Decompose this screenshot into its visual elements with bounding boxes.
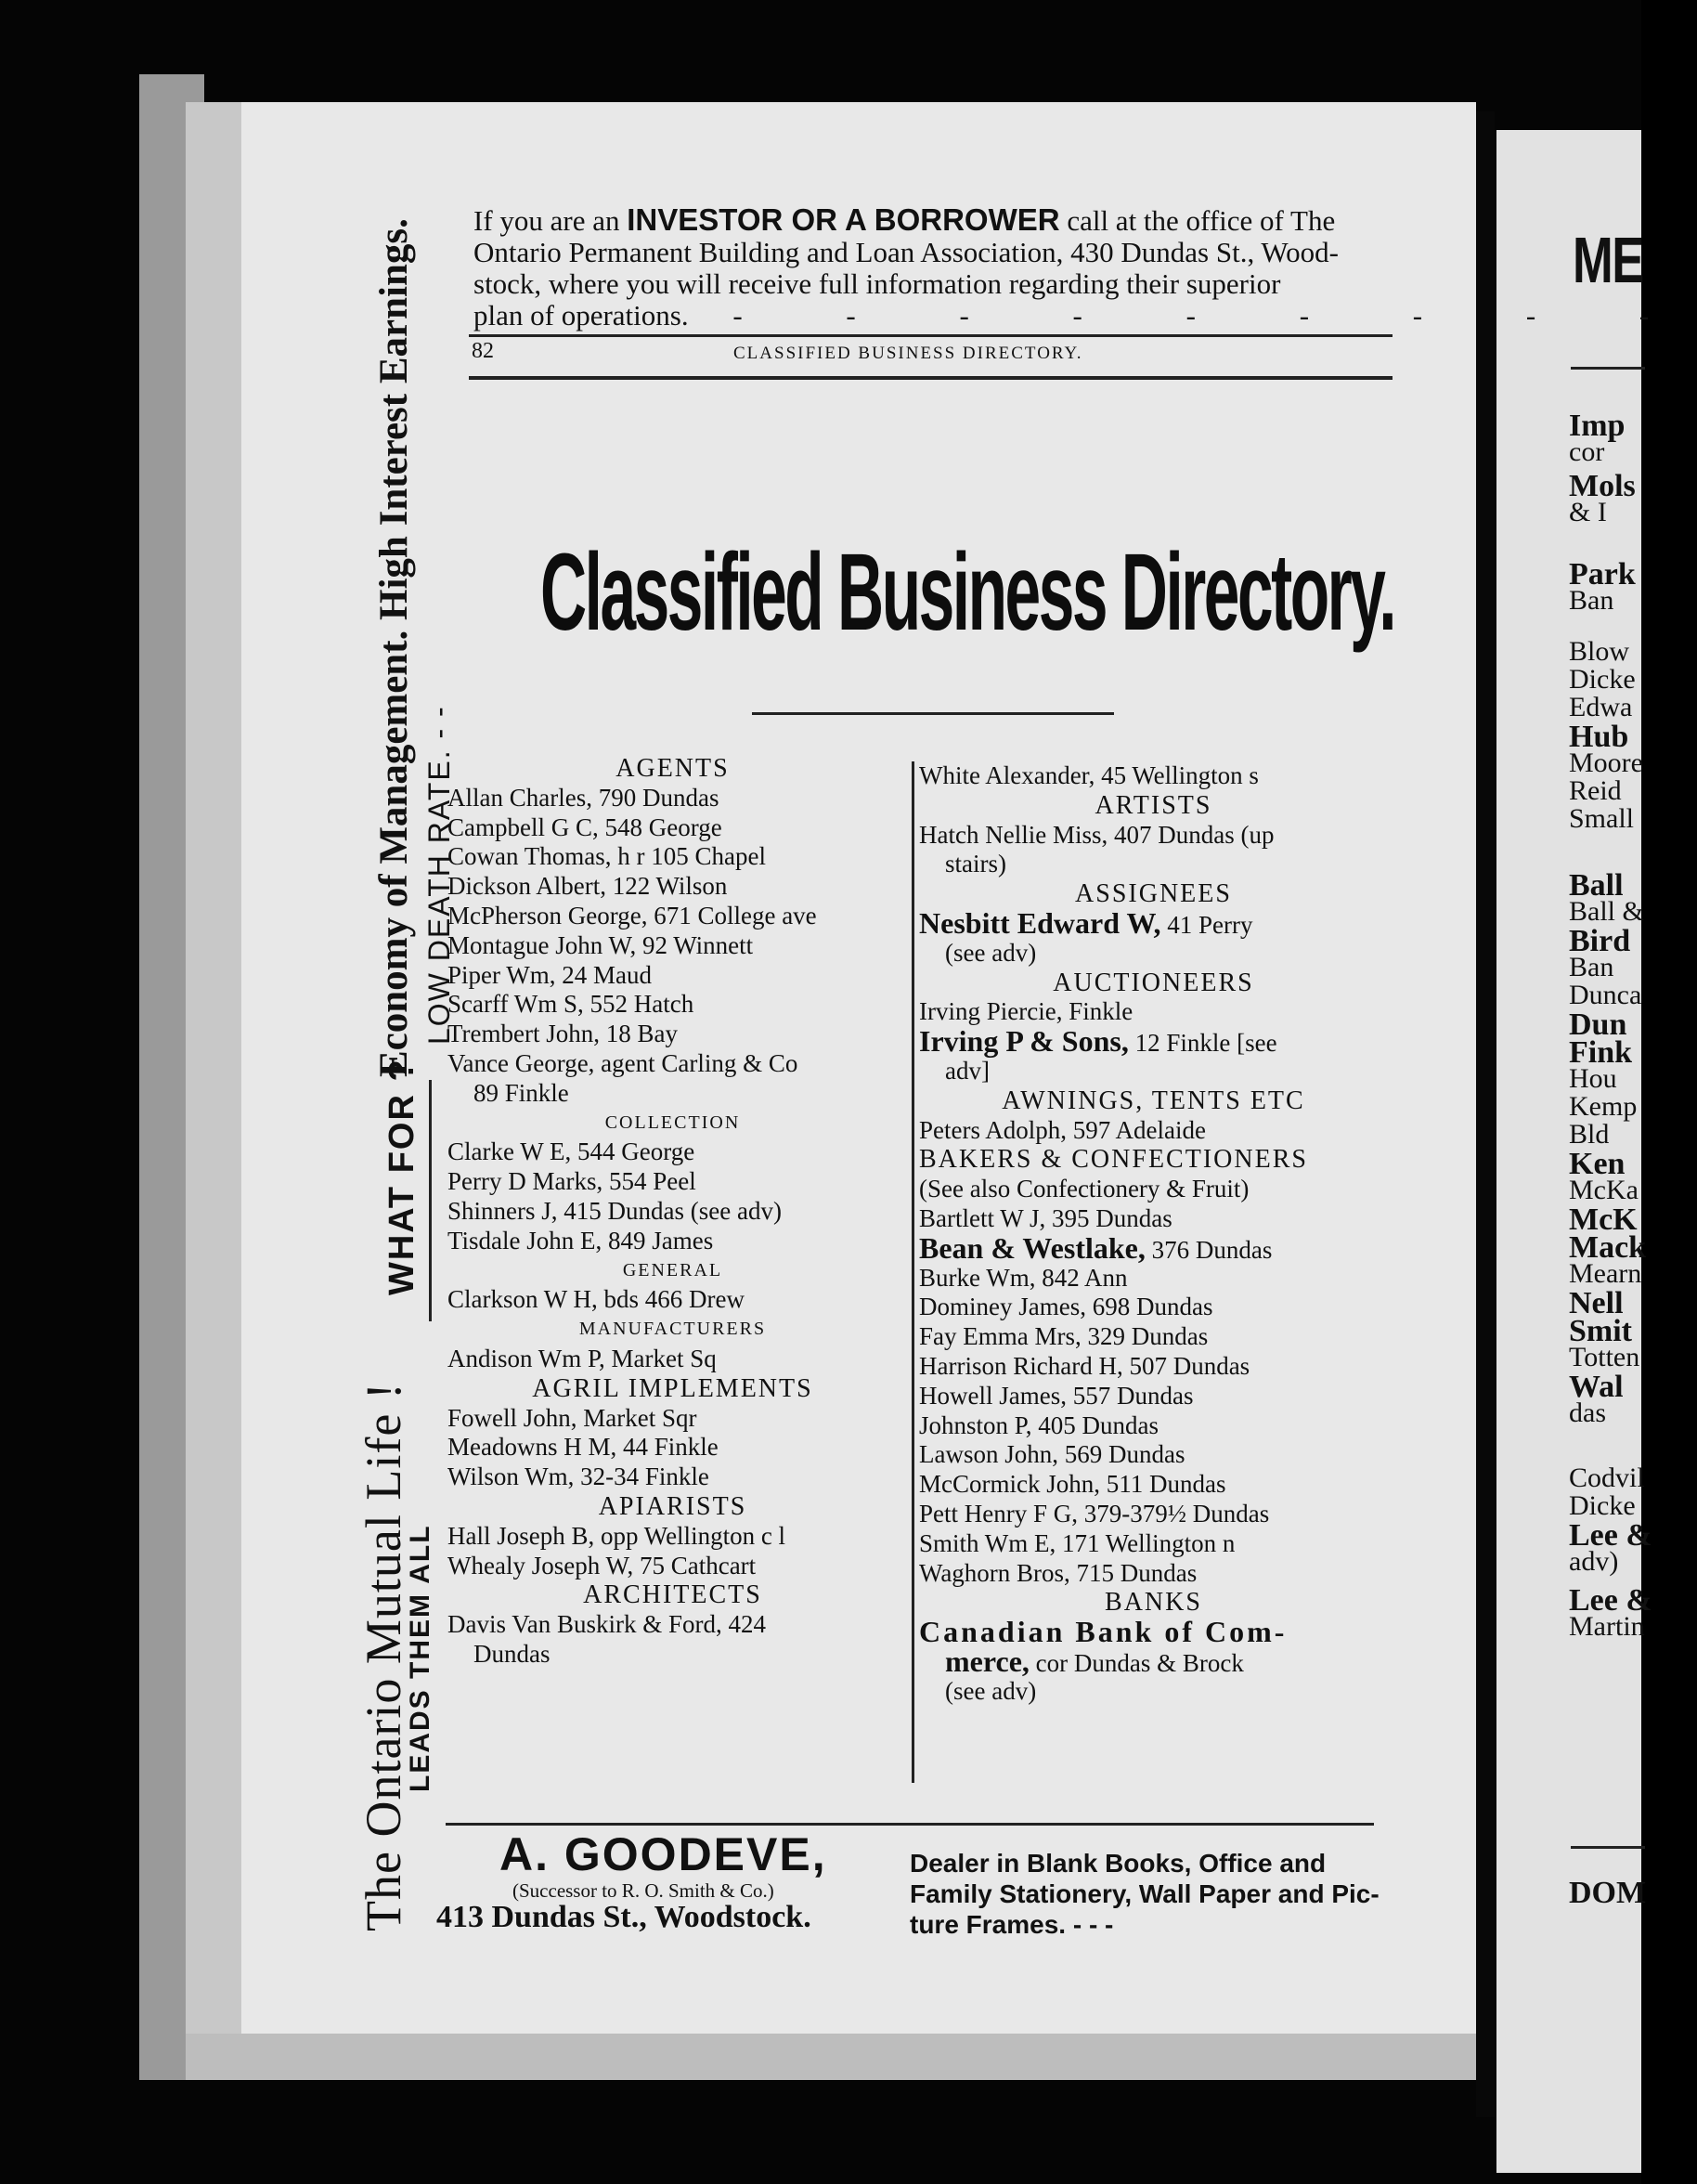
section-heading-manufacturers: MANUFACTURERS [578, 1319, 767, 1340]
agents-list [447, 784, 898, 1109]
top-ad-line4 [473, 299, 1697, 332]
facing-page-text: Dun [1569, 1008, 1627, 1042]
dealer-line1: Dealer in Blank Books, Office and [910, 1849, 1327, 1878]
facing-page-text: Codvil [1569, 1462, 1645, 1493]
listing-canadian-bank-note: (see adv) [945, 1676, 1037, 1705]
facing-page-text: Martin [1569, 1611, 1645, 1642]
facing-page-text: Dicke [1569, 1490, 1636, 1521]
facing-page-text: McK [1569, 1202, 1638, 1237]
apiarists-list [447, 1522, 898, 1581]
facing-page-text: Park [1569, 557, 1636, 592]
facing-page-text: Fink [1569, 1035, 1633, 1070]
listing-entry: Andison Wm P, Market Sq [447, 1344, 717, 1372]
facing-page-text: Lee & [1569, 1518, 1652, 1553]
side-ad-what-for: WHAT FOR ? [382, 1058, 421, 1295]
listing-nesbitt-note: (see adv) [945, 938, 1037, 967]
page-bottom-edge [186, 2034, 1476, 2080]
goodeve-name: A. GOODEVE, [499, 1828, 827, 1880]
section-heading-apiarists: APIARISTS [598, 1491, 747, 1521]
facing-page-text: Hou [1569, 1063, 1617, 1094]
collection-list [447, 1138, 898, 1255]
listing-nesbitt-address: 41 Perry [1167, 910, 1253, 939]
dealer-line3: ture Frames. - - - [910, 1910, 1114, 1939]
listing-entry: Harrison Richard H, 507 Dundas [919, 1351, 1250, 1380]
top-ad-line4-text: plan of operations. [473, 299, 689, 332]
listing-entry: Scarff Wm S, 552 Hatch [447, 990, 694, 1019]
page-stack-edge-inner [186, 102, 244, 2071]
facing-page-text: das [1569, 1398, 1606, 1428]
listing-canadian-bank-cont [919, 1644, 1388, 1678]
listing-entry: Meadowns H M, 44 Finkle [447, 1433, 719, 1462]
listing-entry: Tisdale John E, 849 James [447, 1226, 714, 1254]
header-rule-top [469, 334, 1393, 337]
listing-entry: Piper Wm, 24 Maud [447, 960, 652, 989]
section-heading-assignees: ASSIGNEES [1075, 879, 1232, 909]
listing-entry: Campbell G C, 548 George [447, 812, 722, 841]
column-divider [912, 761, 914, 1783]
page-number: 82 [472, 339, 494, 363]
facing-page-text: cor [1569, 436, 1605, 467]
facing-page-text: adv) [1569, 1546, 1619, 1577]
listing-entry: Vance George, agent Carling & Co [447, 1048, 798, 1077]
facing-page-text: Totten [1569, 1342, 1640, 1372]
listing-bartlett: Bartlett W J, 395 Dundas [919, 1203, 1172, 1232]
listing-entry: Perry D Marks, 554 Peel [447, 1167, 696, 1196]
general-list [447, 1285, 898, 1315]
page-title: Classified Business Directory. [540, 531, 1395, 654]
listing-entry: Shinners J, 415 Dundas (see adv) [447, 1196, 782, 1225]
right-column [919, 761, 1388, 1707]
listing-entry: Montague John W, 92 Winnett [447, 930, 754, 959]
facing-page-text: McKa [1569, 1175, 1639, 1205]
dealer-line2: Family Stationery, Wall Paper and Pic- [910, 1879, 1380, 1908]
section-heading-general: GENERAL [622, 1259, 723, 1280]
left-column [447, 754, 898, 1670]
listing-bean-westlake-name: Bean & Westlake, [919, 1230, 1146, 1265]
facing-page-text: Reid [1569, 775, 1622, 806]
listing-entry: Fowell John, Market Sqr [447, 1403, 697, 1432]
section-heading-bakers: BAKERS & CONFECTIONERS [919, 1145, 1308, 1175]
goodeve-address: 413 Dundas St., Woodstock. [436, 1900, 811, 1934]
listing-nesbitt-name: Nesbitt Edward W, [919, 905, 1161, 940]
top-ad-line3: stock, where you will receive full information regarding their superior [473, 267, 1281, 300]
title-rule [752, 712, 1114, 715]
top-ad-line2: Ontario Permanent Building and Loan Association, 430 Dundas St., Wood- [473, 236, 1339, 268]
section-heading-awnings: AWNINGS, TENTS ETC [1002, 1086, 1305, 1115]
section-heading-agents: AGENTS [615, 754, 730, 783]
facing-page-text: Lee & [1569, 1583, 1652, 1618]
bakers-list [919, 1264, 1388, 1589]
facing-page-text: & I [1569, 497, 1607, 527]
listing-bean-westlake-address: 376 Dundas [1151, 1235, 1273, 1264]
listing-entry: Clarke W E, 544 George [447, 1138, 695, 1166]
side-ad-leads-them-all: LEADS THEM ALL [405, 1524, 435, 1792]
facing-page-text: DOM [1569, 1876, 1647, 1910]
side-ad-low-death-rate: LOW DEATH RATE. - - [422, 705, 456, 1045]
facing-page-text: Kemp [1569, 1091, 1638, 1122]
section-heading-agril-implements: AGRIL IMPLEMENTS [532, 1373, 813, 1403]
listing-entry: Clarkson W H, bds 466 Drew [447, 1285, 745, 1314]
facing-page-text: Edwa [1569, 692, 1633, 722]
top-ad-dashes: - - - - - - - - - [732, 299, 1697, 332]
side-ad-economy: Economy of Management. High Interest Earnings. [372, 218, 416, 1077]
listing-canadian-bank-merce: merce, [945, 1644, 1030, 1678]
facing-page-text: Mols [1569, 469, 1636, 503]
facing-page-text: Ban [1569, 952, 1614, 982]
agril-list [447, 1404, 898, 1492]
goodeve-successor: (Successor to R. O. Smith & Co.) [512, 1879, 774, 1902]
architects-list [447, 1610, 898, 1670]
section-heading-banks: BANKS [1105, 1588, 1202, 1618]
listing-irving-sons [919, 1024, 1388, 1059]
listing-entry: 89 Finkle [473, 1078, 569, 1107]
listing-entry: Allan Charles, 790 Dundas [447, 783, 719, 812]
listing-canadian-bank-address: cor Dundas & Brock [1035, 1648, 1244, 1677]
facing-page-text: Moore [1569, 748, 1643, 778]
section-heading-architects: ARCHITECTS [583, 1580, 762, 1610]
facing-page-text: Ball & [1569, 896, 1644, 927]
facing-page-text: Smit [1569, 1314, 1632, 1348]
listing-nesbitt-edward [919, 905, 1388, 940]
facing-page-heading: ME [1573, 224, 1643, 296]
listing-entry: Waghorn Bros, 715 Dundas [919, 1558, 1198, 1587]
top-ad-line1 [473, 204, 1393, 237]
listing-entry: Dickson Albert, 122 Wilson [447, 872, 728, 901]
goodeve-dealer-text [910, 1848, 1380, 1940]
facing-page-text: Dunca [1569, 980, 1642, 1010]
top-ad-line1-pre: If you are an [473, 204, 620, 237]
top-ad-investor: INVESTOR OR A BORROWER [627, 202, 1060, 237]
listing-entry: Fay Emma Mrs, 329 Dundas [919, 1322, 1209, 1351]
listing-entry: Johnston P, 405 Dundas [919, 1410, 1159, 1439]
facing-page-text: Dicke [1569, 664, 1636, 695]
book-gutter [1476, 111, 1495, 2117]
facing-page-text: Bld [1569, 1119, 1610, 1150]
section-heading-artists: ARTISTS [1095, 790, 1212, 820]
top-ad-line1-post: call at the office of The [1067, 204, 1336, 237]
listing-entry: Burke Wm, 842 Ann [919, 1263, 1128, 1292]
facing-page-text: Imp [1569, 409, 1626, 443]
header-rule-bottom [469, 376, 1393, 380]
listing-irving-sons-name: Irving P & Sons, [919, 1024, 1129, 1059]
facing-page-text: Mack [1569, 1230, 1647, 1265]
listing-entry: McPherson George, 671 College ave [447, 901, 817, 930]
listing-entry: Lawson John, 569 Dundas [919, 1440, 1185, 1469]
listing-entry: Pett Henry F G, 379-379½ Dundas [919, 1499, 1270, 1528]
listing-entry: Howell James, 557 Dundas [919, 1381, 1194, 1410]
listing-entry: Dundas [473, 1639, 551, 1668]
listing-entry: Wilson Wm, 32-34 Finkle [447, 1462, 709, 1491]
section-heading-auctioneers: AUCTIONEERS [1053, 968, 1254, 997]
facing-page-text: Nell [1569, 1286, 1624, 1320]
listing-irving-piercie: Irving Piercie, Finkle [919, 997, 1133, 1026]
side-ad-ontario-mutual: The Ontario Mutual Life ! [356, 1382, 411, 1931]
listing-entry: Dominey James, 698 Dundas [919, 1293, 1213, 1321]
listing-entry: McCormick John, 511 Dundas [919, 1470, 1226, 1499]
facing-page [1496, 130, 1652, 2173]
facing-page-text: Ken [1569, 1147, 1626, 1181]
listing-peters-adolph: Peters Adolph, 597 Adelaide [919, 1115, 1206, 1144]
listing-irving-sons-note: adv] [945, 1056, 990, 1085]
bottom-ad-rule [446, 1823, 1374, 1826]
facing-page-text: Wal [1569, 1370, 1624, 1404]
facing-page-text: Hub [1569, 720, 1629, 754]
listing-canadian-bank [919, 1615, 1388, 1649]
section-heading-collection: COLLECTION [604, 1112, 741, 1133]
facing-page-text: Bird [1569, 924, 1631, 958]
listing-hatch-nellie: Hatch Nellie Miss, 407 Dundas (up [919, 820, 1275, 849]
listing-bean-westlake [919, 1230, 1388, 1265]
listing-entry: Hall Joseph B, opp Wellington c l [447, 1521, 786, 1550]
listing-entry: Davis Van Buskirk & Ford, 424 [447, 1610, 767, 1639]
facing-page-rule-bottom [1571, 1846, 1645, 1849]
bakers-note: (See also Confectionery & Fruit) [919, 1175, 1250, 1203]
listing-irving-sons-address: 12 Finkle [see [1134, 1029, 1277, 1058]
listing-canadian-bank-name: Canadian Bank of Com- [919, 1615, 1288, 1649]
listing-entry: Cowan Thomas, h r 105 Chapel [447, 842, 766, 871]
facing-page-rule [1571, 367, 1645, 370]
manufacturers-list [447, 1345, 898, 1374]
side-ad-rule [429, 1080, 432, 1321]
listing-white-alexander: White Alexander, 45 Wellington s [919, 761, 1259, 789]
facing-page-text: Ball [1569, 868, 1624, 903]
listing-entry: Trembert John, 18 Bay [447, 1020, 678, 1048]
listing-hatch-nellie-cont: stairs) [945, 850, 1006, 878]
facing-page-text: Ban [1569, 585, 1614, 616]
running-head: CLASSIFIED BUSINESS DIRECTORY. [733, 344, 1083, 363]
facing-page-text: Blow [1569, 636, 1630, 667]
facing-page-text: Small [1569, 803, 1635, 834]
facing-page-text: Mearn [1569, 1258, 1642, 1289]
listing-entry: Whealy Joseph W, 75 Cathcart [447, 1551, 757, 1580]
listing-entry: Smith Wm E, 171 Wellington n [919, 1528, 1236, 1557]
